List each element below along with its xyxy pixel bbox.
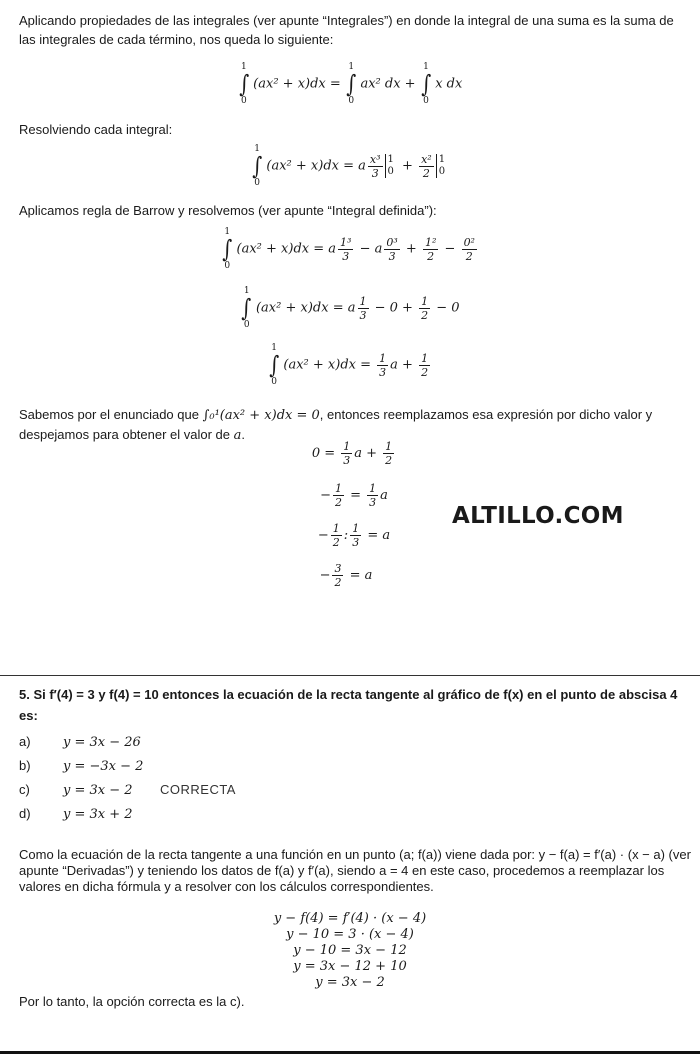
answer-option [19,781,236,799]
variable-a: a [233,428,242,443]
fraction: $\frac{1}{3}$ [343,440,351,467]
question-title: 5. Si f′(4) = 3 y f(4) = 10 entonces la ecuación de la recta tangente al gráfico de f(x) en el punto de abscisa 4 es: [19,687,678,723]
fraction: $\frac{\text{0³}}{3}$ [386,235,398,263]
barrow-paragraph: Aplicamos regla de Barrow y resolvemos (ver apunte “Integral definida”): [19,203,437,218]
resolve-paragraph: Resolviendo cada integral: [19,122,173,137]
option-letter: c) [19,782,30,797]
fraction: $\frac{\text{0²}}{2}$ [463,235,475,263]
minus-a: − a [355,241,383,257]
final-step: y − 10 = 3x − 12 [293,943,407,958]
explanation-paragraph: Como la ecuación de la recta tangente a una función en un punto (a; f(a)) viene dada por: y − f(a) = f′(a) · (x − a) (ver apunte “Derivadas”) y teniendo los datos de f(a) y f′(a), siendo a = 4 en este caso, procedemos a reemplazar los valores en dicha fórmula y a resolver con los cálculos correspondientes. [19,847,691,894]
solve-step: − $\frac{1}{2}$ = $\frac{1}{3}$ a [320,482,388,509]
integral-sign: 1 ∫ 0 [346,62,357,106]
plus-sign: + [401,241,421,257]
evaluation-bar: 1 0 [436,154,445,178]
final-step: y = 3x − 2 [315,975,385,990]
evaluation-bar: 1 0 [385,154,394,178]
final-step: y − f(4) = f′(4) · (x − 4) [273,911,427,926]
fraction: $\frac{3}{2}$ [334,562,342,589]
equation-antiderivative [0,144,700,188]
minus-sign: − [440,241,460,257]
integral-sign: 1 ∫ 0 [241,286,252,330]
answer-option [19,805,160,823]
option-value: y = 3x − 26 [63,735,141,750]
equation-barrow [0,227,700,271]
fraction: $\frac{\text{x²}}{2}$ [421,152,432,180]
option-letter: a) [19,734,31,749]
intro-paragraph: Aplicando propiedades de las integrales (ver apunte “Integrales”) en donde la integral de una suma es la suma de las integrales de cada término, nos queda lo siguiente: [19,13,674,47]
equals-a: = a [343,158,366,174]
bottom-border [0,1051,700,1054]
option-letter: d) [19,806,31,821]
fraction: $\frac{1}{3}$ [379,351,387,379]
conclusion-paragraph: Por lo tanto, la opción correcta es la c). [19,994,245,1009]
solve-step-final: − $\frac{3}{2}$ = a [319,562,373,589]
fraction: $\frac{1}{2}$ [421,294,429,322]
section-divider [0,675,700,676]
answer-option [19,757,160,775]
integrand: (ax² + x)dx [266,158,339,174]
statement-text: Sabemos por el enunciado que [19,407,203,422]
fraction: $\frac{1}{3}$ [352,522,360,549]
equation-simplified [0,343,700,387]
integral-sign: 1 ∫ 0 [238,62,249,106]
middle-terms: a + [390,357,418,373]
fraction: $\frac{1}{2}$ [421,351,429,379]
statement-text: , entonces reemplazamos esa expresión por dicho valor y despejamos para obtener el valor de [19,407,653,442]
fraction: $\frac{\text{1³}}{3}$ [340,235,352,263]
end-term: − 0 [432,300,460,316]
fraction: $\frac{1}{3}$ [359,294,367,322]
term-x: x dx [435,76,463,92]
watermark-logo: ALTILLO.COM [452,503,624,529]
solve-step: − $\frac{1}{2}$ : $\frac{1}{3}$ = a [317,522,391,549]
middle-terms: − 0 + [370,300,418,316]
integral-sign: 1 ∫ 0 [420,62,431,106]
fraction: $\frac{1}{3}$ [369,482,377,509]
statement-paragraph [19,405,691,445]
option-value: y = 3x − 2 [63,783,133,798]
term-ax2: ax² dx + [360,76,420,92]
equals-sign: = [360,357,376,373]
integrand: (ax² + x)dx [236,241,310,257]
integral-sign: 1 ∫ 0 [269,343,280,387]
equation-evaluated [0,286,700,330]
fraction: $\frac{\text{1²}}{2}$ [424,235,437,263]
equation-sum-of-integrals [0,62,700,106]
inline-integral: ∫₀¹(ax² + x)dx = 0 [202,408,320,423]
fraction: $\frac{1}{2}$ [334,482,342,509]
option-value: y = 3x + 2 [63,807,133,822]
option-value: y = −3x − 2 [63,759,144,774]
integral-sign: 1 ∫ 0 [252,144,263,188]
integrand: (ax² + x)dx [255,300,329,316]
integrand: (ax² + x)dx [253,76,326,92]
fraction: $\frac{\text{x³}}{3}$ [369,152,381,180]
equals-a: = a [313,241,337,257]
final-step: y − 10 = 3 · (x − 4) [286,927,414,942]
integrand: (ax² + x)dx [283,357,356,373]
fraction: $\frac{1}{2}$ [385,440,393,467]
plus-sign: + [397,158,418,174]
answer-option [19,733,160,751]
correct-badge: CORRECTA [160,782,236,797]
equals-a: = a [332,300,356,316]
option-letter: b) [19,758,31,773]
final-step: y = 3x − 12 + 10 [293,959,407,974]
equals-sign: = [329,76,345,92]
fraction: $\frac{1}{2}$ [332,522,340,549]
solve-step: 0 = $\frac{1}{3}$ a + $\frac{1}{2}$ [311,440,393,467]
integral-sign: 1 ∫ 0 [222,227,233,271]
statement-text: . [241,427,246,442]
